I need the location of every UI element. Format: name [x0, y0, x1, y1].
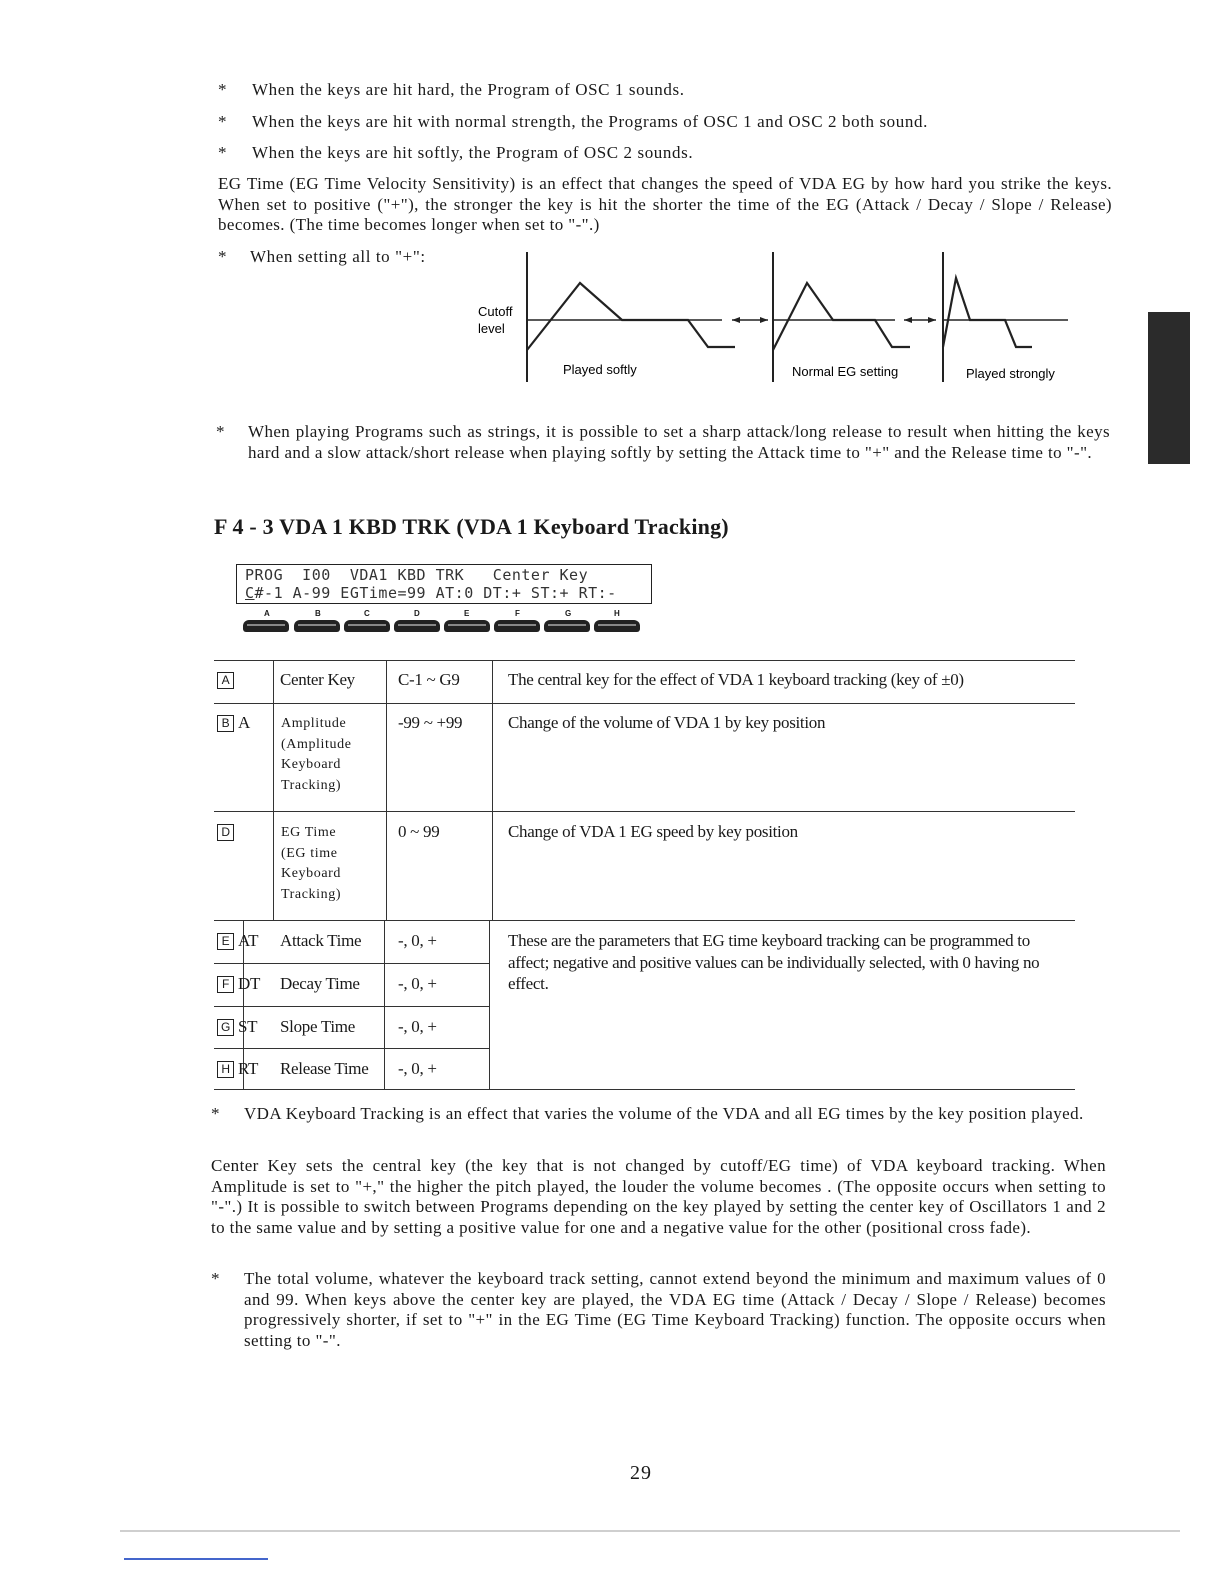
- key-suffix: ST: [238, 1017, 258, 1036]
- eg-time-paragraph: EG Time (EG Time Velocity Sensitivity) is an effect that changes the speed of VDA EG by how hard you strike the keys. When set to positive ("+"), the stronger the key is hit the shorter the time of the EG (Attack / Decay / Slope / Release) becomes. (The time becomes longer when set to "-".): [218, 174, 1112, 234]
- key-box-b: B: [217, 715, 234, 732]
- knob-label-c: C: [364, 609, 370, 618]
- knob-d[interactable]: [394, 620, 440, 632]
- lcd-line2: #-1 A-99 EGTime=99 AT:0 DT:+ ST:+ RT:-: [254, 584, 617, 602]
- lcd-cursor: C: [245, 584, 255, 602]
- knob-e[interactable]: [444, 620, 490, 632]
- name-line: Tracking): [281, 886, 342, 902]
- knob-label-b: B: [315, 609, 321, 618]
- table-row-e-name: Attack Time: [280, 931, 362, 950]
- bullet-text: When the keys are hit softly, the Program of OSC 2 sounds.: [252, 143, 694, 162]
- table-row-b-key: [217, 712, 250, 733]
- table-row-e-key: [217, 930, 258, 951]
- knob-h[interactable]: [594, 620, 640, 632]
- name-line: Keyboard: [281, 757, 342, 772]
- table-row-d-key: [217, 821, 238, 842]
- bullet-text: When the keys are hit hard, the Program of OSC 1 sounds.: [252, 80, 685, 99]
- table-shared-desc: These are the parameters that EG time keyboard tracking can be programmed to affect; negative and positive values can be individually selected, with 0 having no effect.: [508, 931, 1040, 993]
- table-row-a-name: Center Key: [280, 670, 355, 689]
- name-line: EG Time: [281, 825, 337, 840]
- bullet-star: *: [218, 143, 228, 162]
- played-strongly-label: Played strongly: [966, 366, 1055, 381]
- name-line: (EG time: [281, 845, 338, 861]
- bullet-text: When setting all to "+":: [250, 247, 426, 266]
- table-row-h-key: [217, 1058, 258, 1079]
- table-row-h-range: -, 0, +: [398, 1059, 437, 1078]
- table-row-e-range: -, 0, +: [398, 931, 437, 950]
- key-suffix: A: [238, 713, 250, 732]
- table-row-g-key: [217, 1016, 257, 1037]
- table-row-g-range: -, 0, +: [398, 1017, 437, 1036]
- bullet-star: *: [218, 247, 228, 266]
- bullet-star: *: [218, 112, 228, 131]
- key-suffix: DT: [238, 974, 261, 993]
- knob-label-g: G: [565, 609, 572, 618]
- key-box-e: E: [217, 933, 234, 950]
- page-number: 29: [630, 1462, 652, 1484]
- name-line: Amplitude: [281, 716, 347, 731]
- key-box-d: D: [217, 824, 234, 841]
- table-row-f-key: [217, 973, 260, 994]
- table-row-d-desc: Change of VDA 1 EG speed by key position: [508, 822, 798, 841]
- bullet-star: *: [218, 80, 228, 99]
- level-label: level: [478, 321, 505, 336]
- bullet-text: When the keys are hit with normal strength, the Programs of OSC 1 and OSC 2 both sound.: [252, 112, 928, 131]
- section-heading: F 4 - 3 VDA 1 KBD TRK (VDA 1 Keyboard Tracking): [214, 514, 729, 539]
- lcd-line1: PROG I00 VDA1 KBD TRK Center Key: [245, 566, 589, 584]
- lcd-display: [236, 564, 652, 604]
- key-box-g: G: [217, 1019, 234, 1036]
- table-row-d-range: 0 ~ 99: [398, 822, 440, 841]
- table-row-f-range: -, 0, +: [398, 974, 437, 993]
- chapter-tab-marker: [1148, 312, 1190, 464]
- table-row-a-range: C-1 ~ G9: [398, 670, 460, 689]
- table-row-b-range: -99 ~ +99: [398, 713, 463, 732]
- knob-f[interactable]: [494, 620, 540, 632]
- name-line: Keyboard: [281, 866, 342, 881]
- table-row-h-name: Release Time: [280, 1059, 369, 1078]
- table-row-d-name: [281, 823, 341, 905]
- name-line: Tracking): [281, 777, 342, 793]
- knob-c[interactable]: [344, 620, 390, 632]
- key-box-h: H: [217, 1061, 234, 1078]
- total-volume-bullet: The total volume, whatever the keyboard track setting, cannot extend beyond the minimum and maximum values of 0 and 99. When keys above the center key are played, the VDA EG time (Attack / Decay / Slope / Release) becomes progressively shorter, if set to "+" in the EG Time (EG Time Keyboard Tracking) function. The opposite occurs when setting to "-".: [244, 1269, 1106, 1350]
- knob-b[interactable]: [294, 620, 340, 632]
- knob-label-d: D: [414, 609, 420, 618]
- bullet-star: *: [211, 1104, 220, 1123]
- knob-a[interactable]: [243, 620, 289, 632]
- strings-bullet: When playing Programs such as strings, it is possible to set a sharp attack/long release to result when hitting the keys hard and a slow attack/short release when playing softly by setting the Attack time to "+" and the Release time to "-".: [248, 422, 1110, 462]
- footer-accent-line: [124, 1558, 268, 1560]
- bullet-star: *: [211, 1269, 220, 1288]
- key-box-a: A: [217, 672, 234, 689]
- table-row-f-name: Decay Time: [280, 974, 360, 993]
- normal-eg-label: Normal EG setting: [792, 364, 899, 379]
- table-row-g-name: Slope Time: [280, 1017, 355, 1036]
- envelope-diagram: [470, 250, 1080, 390]
- table-row-a-desc: The central key for the effect of VDA 1 keyboard tracking (key of ±0): [508, 670, 964, 689]
- key-suffix: AT: [238, 931, 259, 950]
- vda-bullet: VDA Keyboard Tracking is an effect that varies the volume of the VDA and all EG times by the key position played.: [244, 1104, 1084, 1123]
- center-key-paragraph: Center Key sets the central key (the key that is not changed by cutoff/EG time) of VDA keyboard tracking. When Amplitude is set to "+," the higher the pitch played, the louder the volume becomes . (The opposite occurs when setting to "-".) It is possible to switch between Programs depending on the key played by setting the center key of Oscillators 1 and 2 to the same value and by setting a positive value for one and a negative value for the other (positional cross fade).: [211, 1156, 1106, 1237]
- table-row-b-desc: Change of the volume of VDA 1 by key position: [508, 713, 826, 732]
- knob-label-a: A: [264, 609, 270, 618]
- table-row-a-key: [217, 669, 238, 690]
- knob-g[interactable]: [544, 620, 590, 632]
- bullet-star: *: [216, 422, 225, 441]
- played-softly-label: Played softly: [563, 362, 637, 377]
- knob-label-h: H: [614, 609, 620, 618]
- footer-rule: [120, 1530, 1180, 1532]
- key-box-f: F: [217, 976, 234, 993]
- name-line: (Amplitude: [281, 736, 352, 752]
- knob-label-e: E: [464, 609, 470, 618]
- cutoff-label: Cutoff: [478, 304, 513, 319]
- knob-label-f: F: [515, 609, 520, 618]
- key-suffix: RT: [238, 1059, 259, 1078]
- table-row-b-name: [281, 714, 352, 796]
